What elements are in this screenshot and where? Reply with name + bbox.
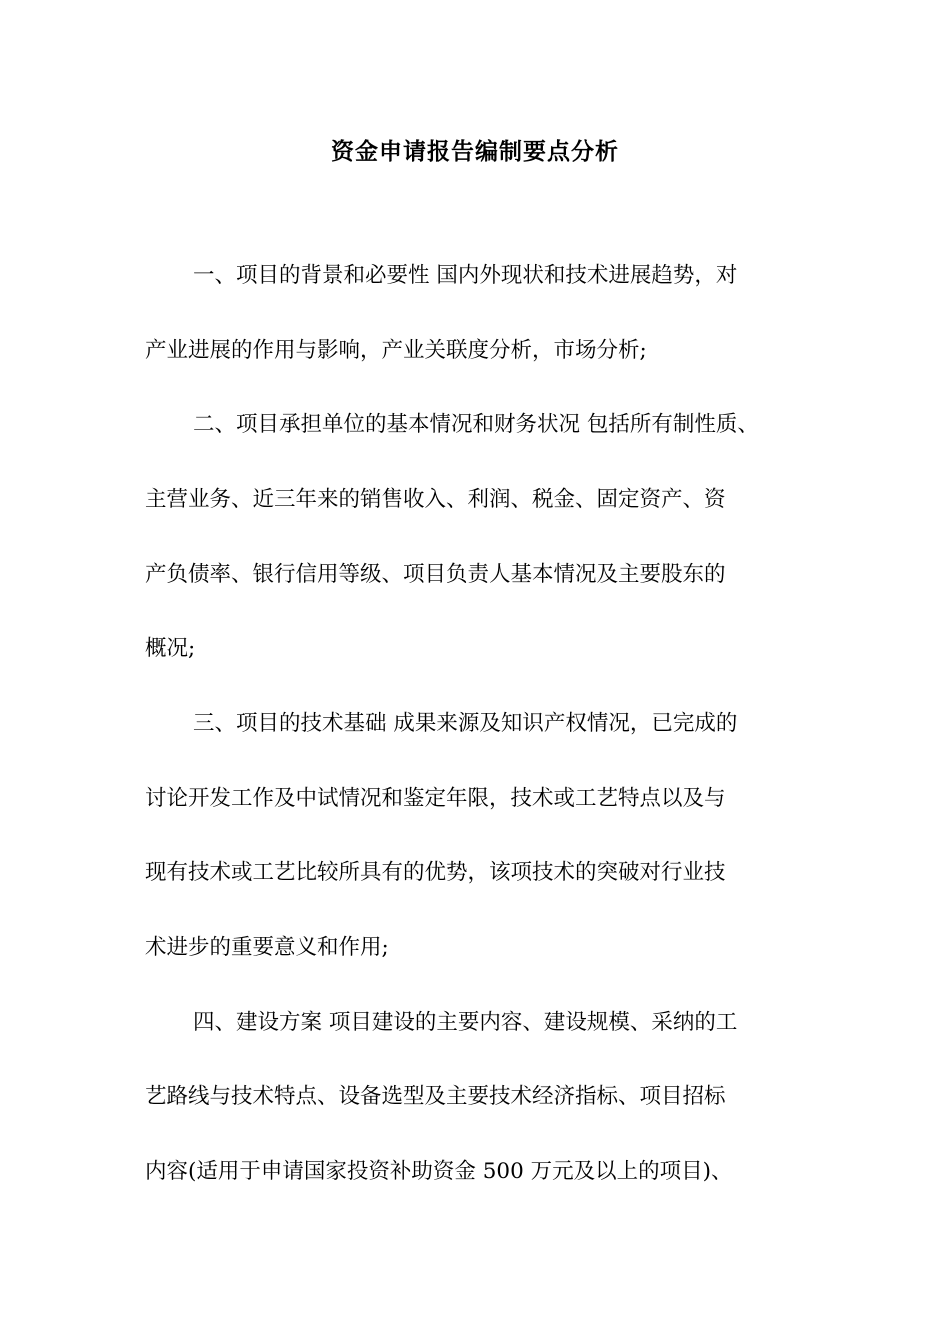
section-2-heading-line: 二、项目承担单位的基本情况和财务状况 包括所有制性质、 [193, 412, 759, 437]
section-1-heading-line: 一、项目的背景和必要性 国内外现状和技术进展趋势，对 [193, 263, 738, 288]
section-3-body-line: 术进步的重要意义和作用; [145, 935, 389, 960]
section-4-body-line: 内容(适用于申请国家投资补助资金 500 万元及以上的项目)、 [145, 1159, 733, 1184]
section-3-heading-line: 三、项目的技术基础 成果来源及知识产权情况，已完成的 [193, 711, 738, 736]
section-1-body-line: 产业进展的作用与影响，产业关联度分析，市场分析; [145, 338, 647, 363]
section-4-heading-line: 四、建设方案 项目建设的主要内容、建设规模、采纳的工 [193, 1010, 738, 1035]
section-2-body-line: 产负债率、银行信用等级、项目负责人基本情况及主要股东的 [145, 562, 726, 587]
section-4-body-line: 艺路线与技术特点、设备选型及主要技术经济指标、项目招标 [145, 1084, 726, 1109]
section-2-body-line: 主营业务、近三年来的销售收入、利润、税金、固定资产、资 [145, 487, 726, 512]
section-3-body-line: 现有技术或工艺比较所具有的优势，该项技术的突破对行业技 [145, 860, 726, 885]
section-2-body-line: 概况; [145, 636, 196, 661]
document-title: 资金申请报告编制要点分析 [331, 138, 619, 165]
section-3-body-line: 讨论开发工作及中试情况和鉴定年限，技术或工艺特点以及与 [145, 786, 726, 811]
